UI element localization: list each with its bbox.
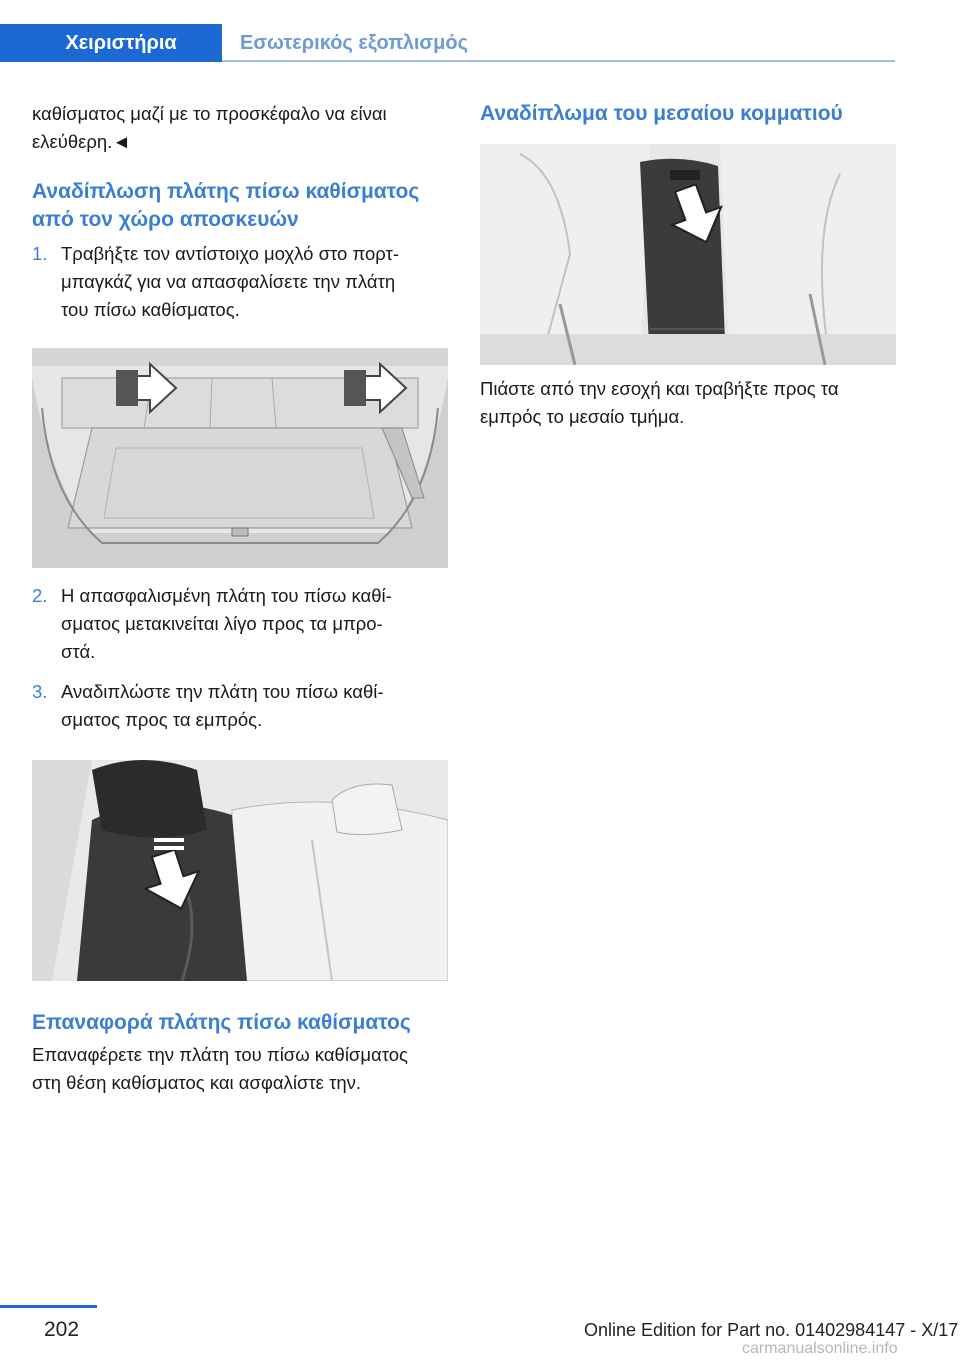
heading-fold-middle: Αναδίπλωμα του μεσαίου κομματιού (480, 102, 843, 125)
step-number: 2. (32, 585, 48, 606)
middle-section-illustration (480, 144, 896, 365)
step-line: Τραβήξτε τον αντίστοιχο μοχλό στο πορτ‐ (61, 243, 399, 264)
tab-divider-line (222, 60, 895, 62)
middle-text-line-1: Πιάστε από την εσοχή και τραβήξτε προς τα (480, 378, 839, 399)
step-line: του πίσω καθίσματος. (61, 299, 240, 320)
chapter-tabs (0, 24, 895, 62)
footer-accent-line (0, 1305, 97, 1308)
step-line: σματος προς τα εμπρός. (61, 709, 263, 730)
intro-line-1: καθίσματος μαζί με το προσκέφαλο να είναι (32, 103, 387, 124)
step-line: στά. (61, 641, 96, 662)
steps-list-a (32, 240, 448, 324)
step-item (32, 678, 448, 734)
closing-text (32, 1041, 448, 1097)
intro-text (32, 100, 448, 156)
step-line: Η απασφαλισμένη πλάτη του πίσω καθί‐ (61, 585, 392, 606)
middle-section-text (480, 375, 896, 431)
trunk-illustration (32, 348, 448, 568)
middle-section-figure (480, 144, 896, 365)
middle-text-line-2: εμπρός το μεσαίο τμήμα. (480, 406, 685, 427)
closing-line-1: Επαναφέρετε την πλάτη του πίσω καθίσματος (32, 1044, 408, 1065)
step-item (32, 240, 448, 324)
tab-interior-equipment[interactable]: Εσωτερικός εξοπλισμός (240, 31, 468, 54)
trunk-figure (32, 348, 448, 568)
step-item (32, 582, 448, 666)
intro-line-2: ελεύθερη.◄ (32, 131, 131, 152)
left-column (32, 100, 448, 1097)
heading-line-1: Αναδίπλωση πλάτης πίσω καθίσματος (32, 180, 420, 203)
closing-line-2: στη θέση καθίσματος και ασφαλίστε την. (32, 1072, 362, 1093)
edition-info: Online Edition for Part no. 01402984147 - X/17 (584, 1320, 959, 1340)
right-column (480, 100, 896, 431)
step-line: μπαγκάζ για να απασφαλίσετε την πλάτη (61, 271, 396, 292)
seatback-illustration (32, 760, 448, 981)
seatback-figure (32, 760, 448, 981)
heading-fold-from-trunk (32, 178, 448, 234)
tab-controls[interactable]: Χειριστήρια (0, 24, 222, 62)
heading-restore-backrest: Επαναφορά πλάτης πίσω καθίσματος (32, 1011, 411, 1034)
step-number: 1. (32, 243, 48, 264)
watermark: carmanualsonline.info (742, 1340, 898, 1357)
page-number: 202 (44, 1318, 80, 1341)
heading-line-2: από τον χώρο αποσκευών (32, 208, 299, 231)
step-number: 3. (32, 681, 48, 702)
step-line: σματος μετακινείται λίγο προς τα μπρο‐ (61, 613, 383, 634)
steps-list-b (32, 582, 448, 734)
step-line: Αναδιπλώστε την πλάτη του πίσω καθί‐ (61, 681, 384, 702)
